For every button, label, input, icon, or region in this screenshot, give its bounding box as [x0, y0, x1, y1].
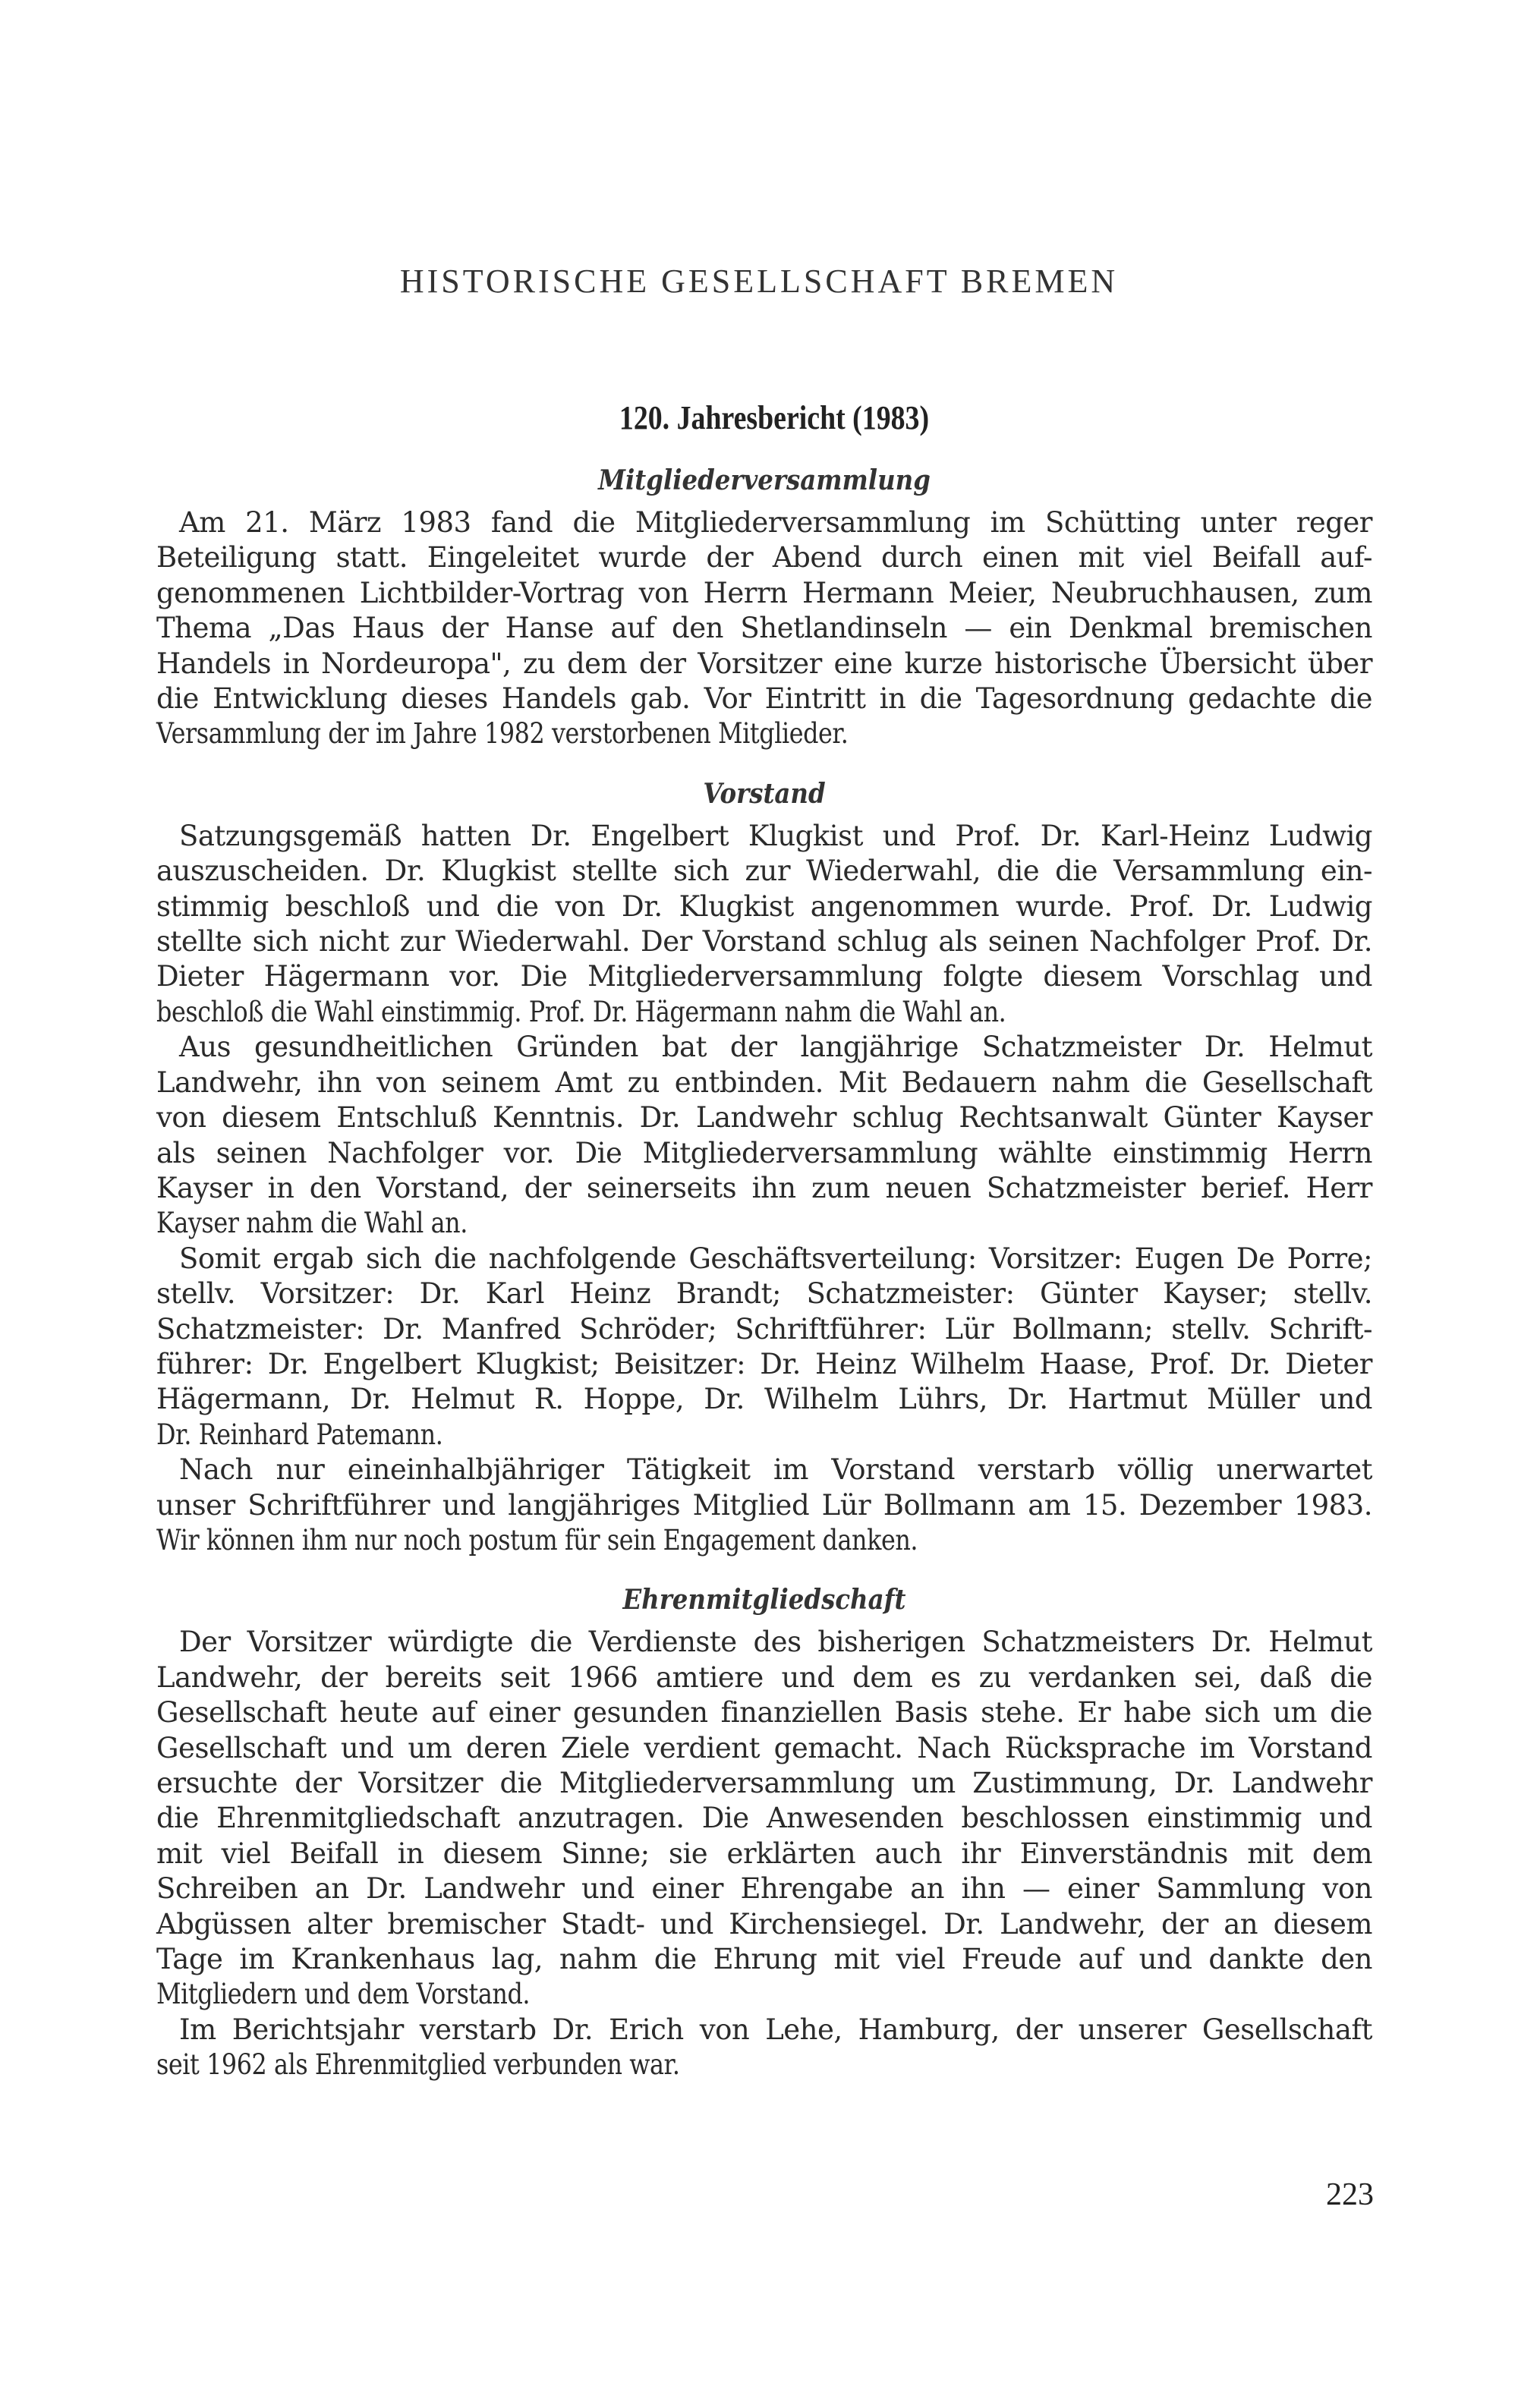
paragraph	[156, 1625, 1372, 2012]
text-line: seit 1962 als Ehrenmitglied verbunden war.	[156, 2048, 680, 2082]
text-line: Abgüssen alter bremischer Stadt- und Kirchensiegel. Dr. Landwehr, der an diesem	[156, 1907, 1372, 1941]
section-mitgliederversammlung	[156, 463, 1372, 752]
report-body	[156, 463, 1372, 2083]
text-line: als seinen Nachfolger vor. Die Mitgliederversammlung wählte einstimmig Herrn	[156, 1136, 1372, 1169]
text-line: Thema „Das Haus der Hanse auf den Shetlandinseln — ein Denkmal bremischen	[156, 612, 1372, 645]
text-line: Kayser in den Vorstand, der seinerseits ihn zum neuen Schatzmeister berief. Herr	[156, 1171, 1372, 1204]
section-heading: Mitgliederversammlung	[598, 464, 931, 496]
text-line: Im Berichtsjahr verstarb Dr. Erich von Lehe, Hamburg, der unserer Gesellschaft	[179, 2013, 1372, 2046]
text-line: genommenen Lichtbilder-Vortrag von Herrn Hermann Meier, Neubruchhausen, zum	[156, 576, 1372, 609]
text-line: Tage im Krankenhaus lag, nahm die Ehrung mit viel Freude auf und dankte den	[156, 1943, 1372, 1976]
paragraph	[156, 819, 1372, 1030]
text-line: mit viel Beifall in diesem Sinne; sie erklärten auch ihr Einverständnis mit dem	[156, 1837, 1372, 1870]
text-line: Beteiligung statt. Eingeleitet wurde der Abend durch einen mit viel Beifall auf-	[156, 541, 1372, 574]
text-line: von diesem Entschluß Kenntnis. Dr. Landwehr schlug Rechtsanwalt Günter Kayser	[156, 1101, 1372, 1135]
page-number: 223	[1326, 2177, 1374, 2212]
text-line: beschloß die Wahl einstimmig. Prof. Dr. Hägermann nahm die Wahl an.	[156, 995, 1006, 1028]
text-line: ersuchte der Vorsitzer die Mitgliederversammlung um Zustimmung, Dr. Landwehr	[156, 1767, 1372, 1799]
section-heading: Vorstand	[703, 777, 826, 810]
text-line: Am 21. März 1983 fand die Mitgliederversammlung im Schütting unter reger	[179, 506, 1372, 539]
paragraph	[156, 1242, 1372, 1453]
section-ehrenmitgliedschaft	[156, 1582, 1372, 2082]
text-line: die Ehrenmitgliedschaft anzutragen. Die Anwesenden beschlossen einstimmig und	[156, 1802, 1372, 1835]
text-line: Schatzmeister: Dr. Manfred Schröder; Schriftführer: Lür Bollmann; stellv. Schrift-	[156, 1312, 1372, 1346]
text-line: Dr. Reinhard Patemann.	[156, 1418, 443, 1451]
paragraph	[156, 2013, 1372, 2083]
text-line: stellte sich nicht zur Wiederwahl. Der Vorstand schlug als seinen Nachfolger Prof. Dr.	[156, 925, 1372, 958]
text-line: Wir können ihm nur noch postum für sein Engagement danken.	[156, 1523, 918, 1557]
text-line: Mitgliedern und dem Vorstand.	[156, 1978, 531, 2011]
text-line: Der Vorsitzer würdigte die Verdienste des bisherigen Schatzmeisters Dr. Helmut	[179, 1626, 1372, 1659]
text-line: auszuscheiden. Dr. Klugkist stellte sich zur Wiederwahl, die die Versammlung ein-	[156, 855, 1372, 888]
text-line: Schreiben an Dr. Landwehr und einer Ehrengabe an ihn — einer Sammlung von	[156, 1872, 1372, 1906]
section-heading: Ehrenmitgliedschaft	[622, 1584, 906, 1616]
text-line: Versammlung der im Jahre 1982 verstorbenen Mitglieder.	[156, 717, 849, 751]
text-line: stellv. Vorsitzer: Dr. Karl Heinz Brandt; Schatzmeister: Günter Kayser; stellv.	[156, 1277, 1372, 1311]
text-line: Satzungsgemäß hatten Dr. Engelbert Klugkist und Prof. Dr. Karl-Heinz Ludwig	[179, 819, 1372, 852]
report-title: 120. Jahresbericht (1983)	[619, 399, 930, 436]
text-line: die Entwicklung dieses Handels gab. Vor Eintritt in die Tagesordnung gedachte die	[156, 682, 1372, 716]
text-line: Gesellschaft und um deren Ziele verdient gemacht. Nach Rücksprache im Vorstand	[156, 1731, 1372, 1764]
text-line: unser Schriftführer und langjähriges Mitglied Lür Bollmann am 15. Dezember 1983.	[156, 1488, 1372, 1522]
paragraph	[156, 1453, 1372, 1558]
text-line: Hägermann, Dr. Helmut R. Hoppe, Dr. Wilhelm Lührs, Dr. Hartmut Müller und	[156, 1383, 1372, 1416]
running-head: HISTORISCHE GESELLSCHAFT BREMEN	[399, 263, 1119, 300]
text-line: stimmig beschloß und die von Dr. Klugkist angenommen wurde. Prof. Dr. Ludwig	[156, 889, 1372, 923]
text-line: Aus gesundheitlichen Gründen bat der langjährige Schatzmeister Dr. Helmut	[179, 1031, 1372, 1064]
paragraph	[156, 505, 1372, 752]
section-vorstand	[156, 776, 1372, 1559]
text-line: Kayser nahm die Wahl an.	[156, 1207, 468, 1240]
text-line: Nach nur eineinhalbjähriger Tätigkeit im Vorstand verstarb völlig unerwartet	[179, 1453, 1372, 1487]
text-line: Handels in Nordeuropa", zu dem der Vorsitzer eine kurze historische Übersicht über	[156, 647, 1372, 680]
text-line: Somit ergab sich die nachfolgende Geschäftsverteilung: Vorsitzer: Eugen De Porre;	[179, 1242, 1372, 1275]
text-line: Dieter Hägermann vor. Die Mitgliederversammlung folgte diesem Vorschlag und	[156, 960, 1372, 993]
text-line: Gesellschaft heute auf einer gesunden finanziellen Basis stehe. Er habe sich um die	[156, 1696, 1372, 1730]
paragraph	[156, 1030, 1372, 1241]
text-line: führer: Dr. Engelbert Klugkist; Beisitzer: Dr. Heinz Wilhelm Haase, Prof. Dr. Dieter	[156, 1347, 1372, 1380]
text-line: Landwehr, ihn von seinem Amt zu entbinden. Mit Bedauern nahm die Gesellschaft	[156, 1066, 1372, 1099]
text-line: Landwehr, der bereits seit 1966 amtiere und dem es zu verdanken sei, daß die	[156, 1660, 1372, 1694]
